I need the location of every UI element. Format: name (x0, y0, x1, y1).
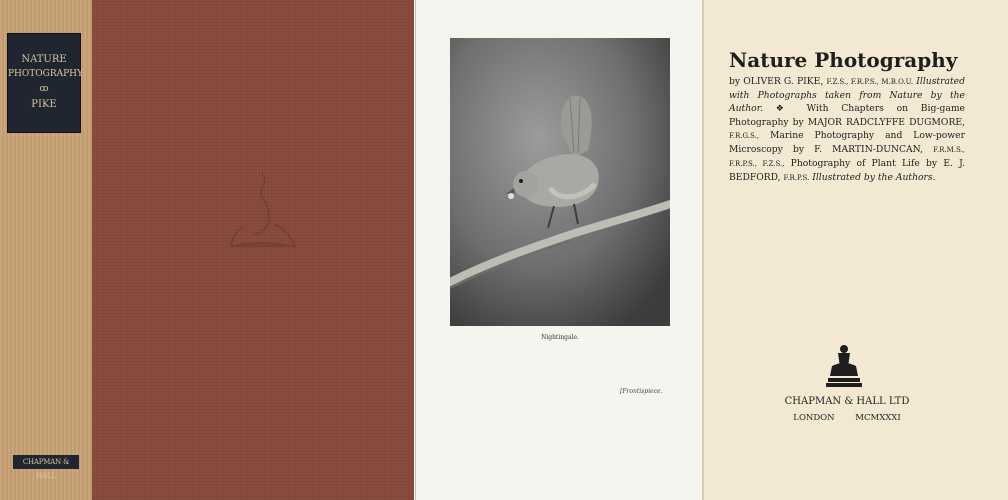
duncan-qualifications: F.R.M.S., F.R.P.S., F.Z.S., (729, 146, 966, 169)
nightingale-photograph (450, 38, 670, 326)
author-name: OLIVER G. PIKE, (743, 76, 824, 87)
publication-year: MCMXXXI (855, 413, 901, 423)
book-spine (0, 0, 93, 500)
publication-info (729, 413, 965, 423)
photo-caption: Nightingale. (541, 334, 579, 341)
bedford-qualifications: F.R.P.S. (783, 174, 810, 183)
bullet-ornament: ❖ (775, 103, 794, 115)
spine-title-label (7, 33, 81, 133)
dugmore-name: MAJOR RADCLYFFE DUGMORE, (807, 116, 966, 128)
bedford-name: E. J. BEDFORD, (729, 158, 966, 184)
book-title: Nature Photography (729, 48, 958, 72)
spine-ornament: ꝏ (39, 84, 49, 94)
by-text: by (729, 76, 741, 87)
closing-note: Illustrated by the Authors. (812, 172, 936, 184)
title-page-description (729, 75, 965, 186)
blind-stamp-emblem-icon (223, 168, 303, 253)
publisher-device-icon (826, 344, 862, 388)
dugmore-qualifications: F.R.G.S., (729, 131, 760, 140)
chapters-text-1: With Chapters on Big-game Photography by (729, 103, 965, 128)
duncan-name: F. MARTIN-DUNCAN, (814, 144, 924, 156)
frontispiece-tag: [Frontispiece. (620, 388, 663, 395)
chapters-text-2: Marine Photography and Low-power Microscopy by (729, 129, 965, 156)
publication-place: LONDON (793, 413, 835, 423)
spine-title-line1: NATURE (21, 54, 67, 65)
spine-publisher-label: CHAPMAN & HALL (13, 455, 79, 469)
publisher-name: CHAPMAN & HALL LTD (784, 396, 910, 407)
chapters-text-3: Photography of Plant Life by (790, 158, 938, 170)
illustrated-note: Illustrated with Photographs taken from Nature by the Author. (729, 76, 965, 115)
author-qualifications: F.Z.S., F.R.P.S., M.B.O.U. (826, 78, 914, 86)
spine-author: PIKE (31, 99, 57, 110)
spine-title-line2: PHOTOGRAPHY (8, 69, 83, 79)
